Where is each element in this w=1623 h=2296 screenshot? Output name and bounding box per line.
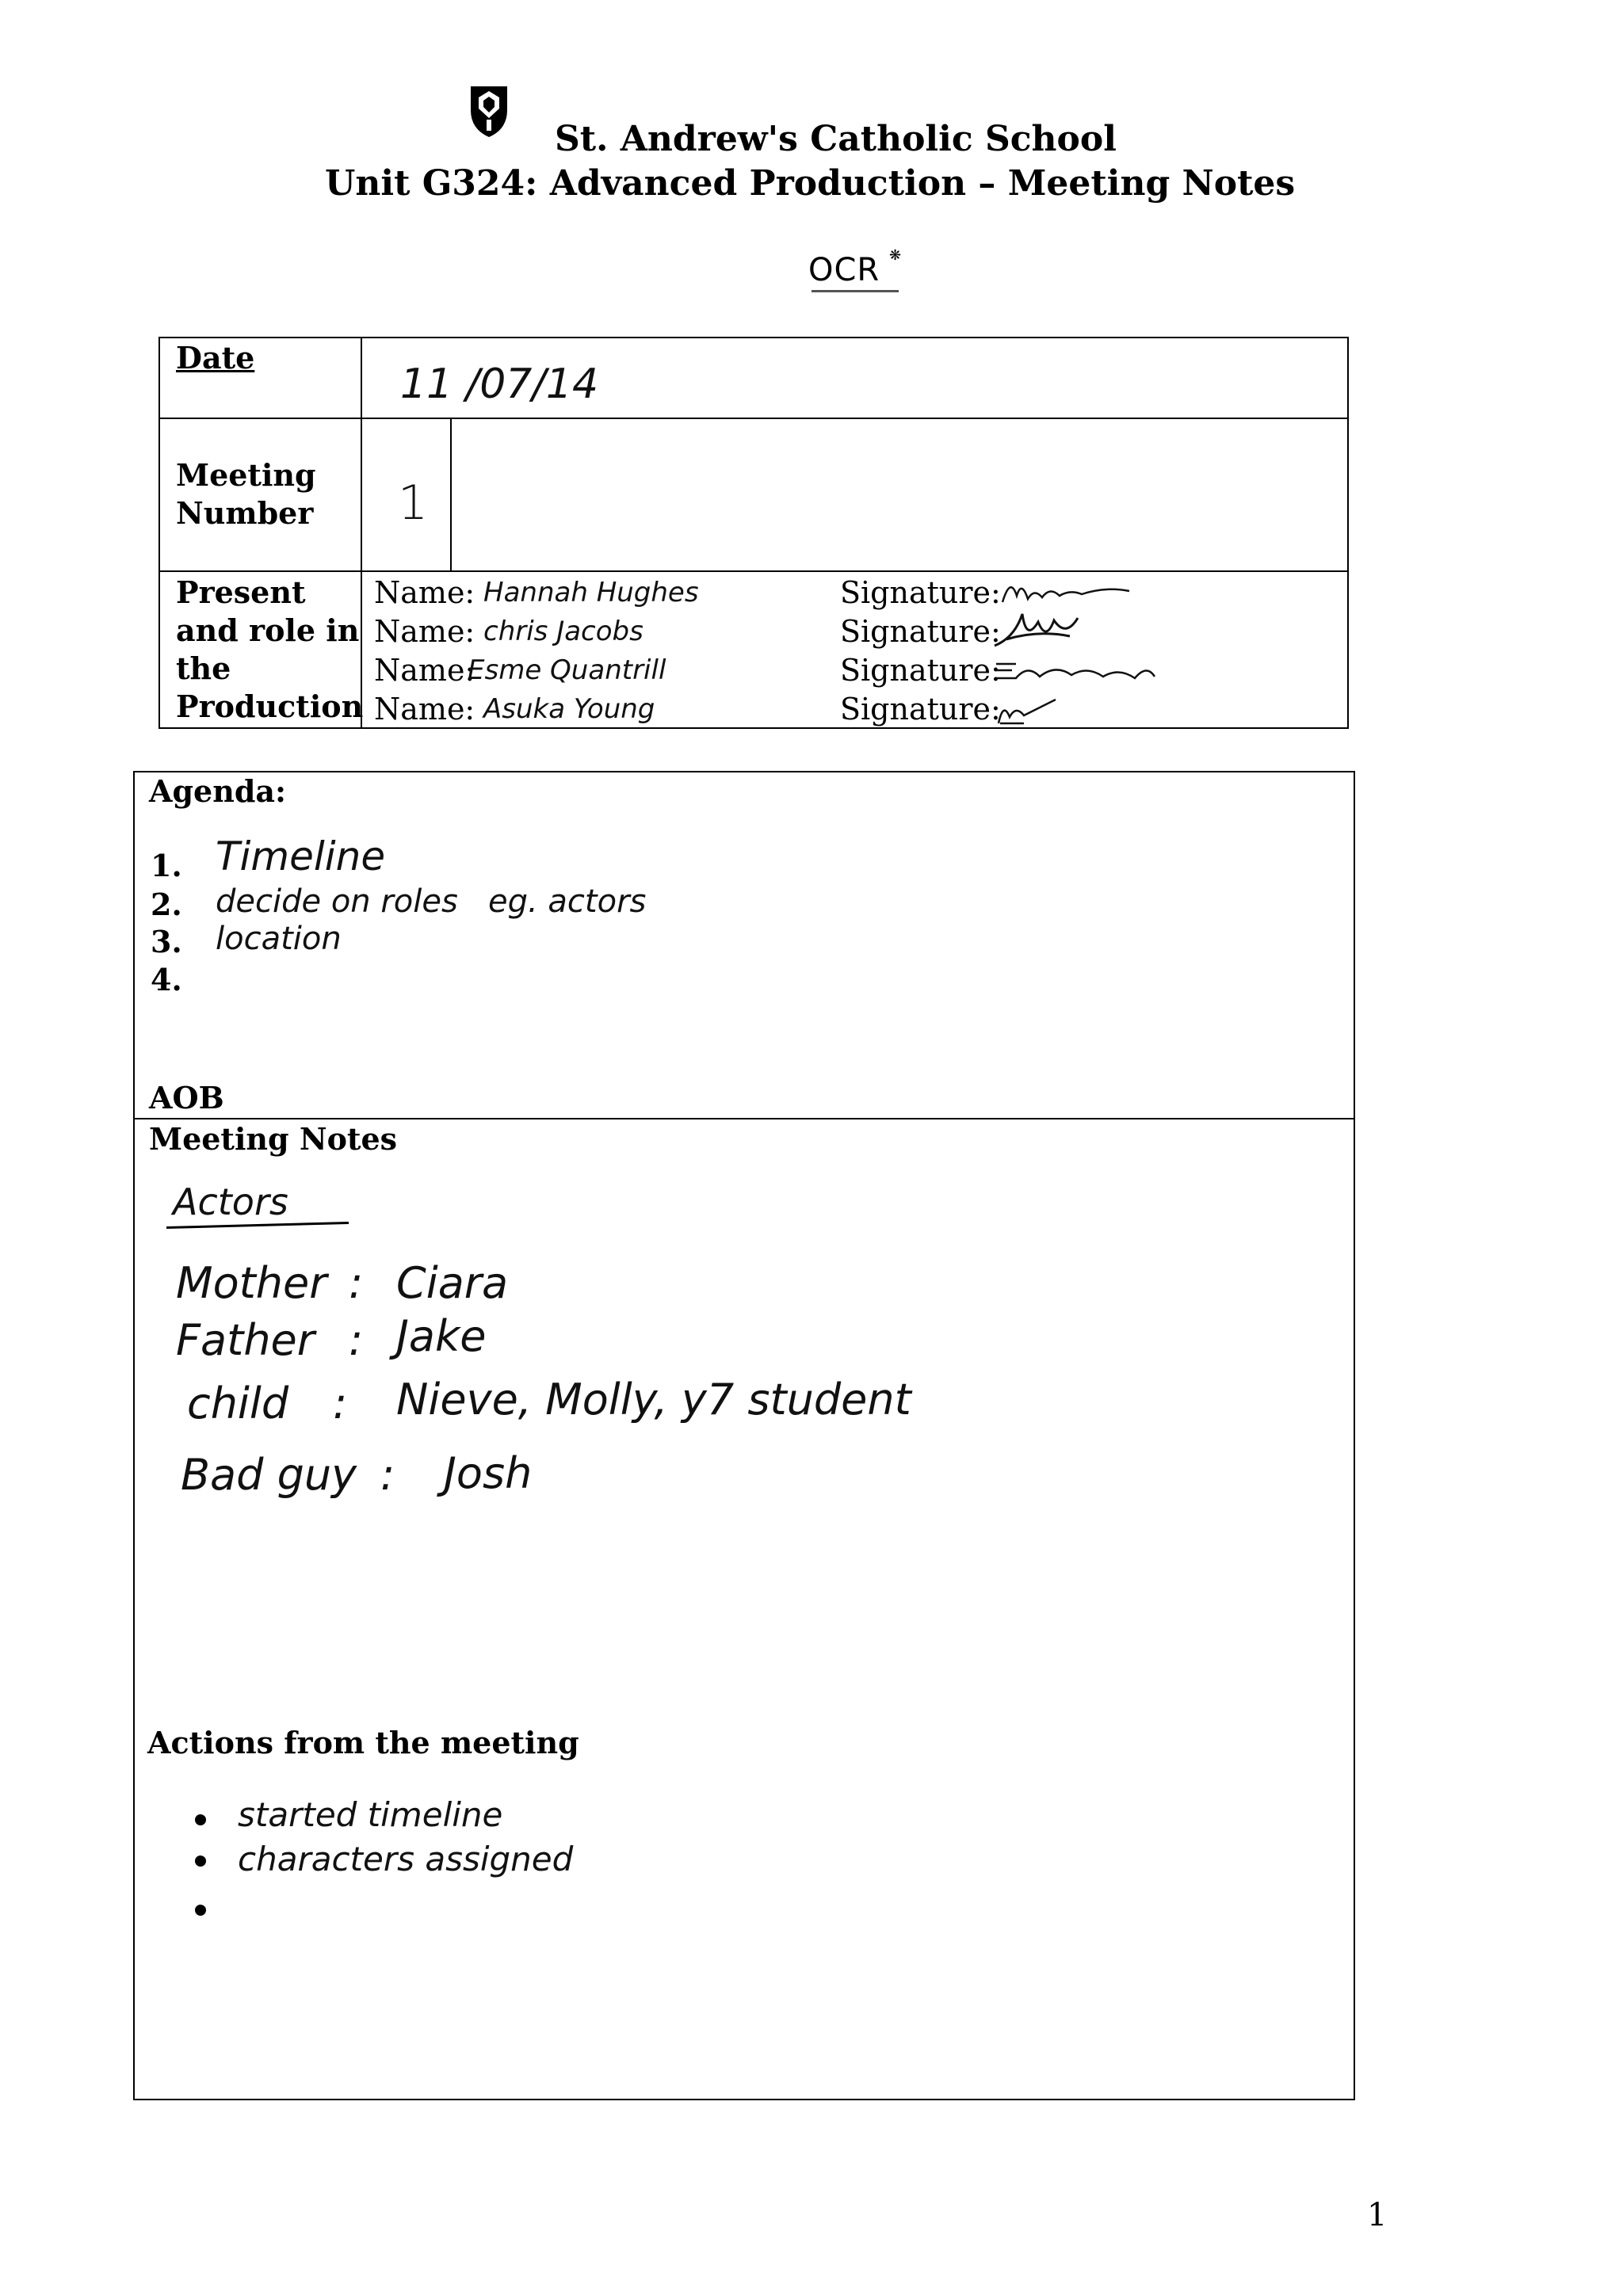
meeting-divider-1 bbox=[361, 418, 362, 572]
action-bullet bbox=[195, 1814, 206, 1825]
action-bullet bbox=[195, 1905, 206, 1916]
agenda-number: 1. bbox=[151, 848, 182, 883]
attendee-name-label: Name: bbox=[374, 575, 475, 610]
role-separator: : bbox=[349, 1315, 364, 1365]
action-item: started timeline bbox=[238, 1795, 503, 1834]
attendee-name: Asuka Young bbox=[483, 693, 655, 725]
role-name: Mother bbox=[176, 1258, 327, 1308]
agenda-number: 3. bbox=[151, 924, 182, 959]
school-name: St. Andrew's Catholic School bbox=[555, 119, 1117, 159]
agenda-heading: Agenda: bbox=[149, 773, 287, 809]
document-title: Unit G324: Advanced Production – Meeting Notes bbox=[325, 163, 1296, 204]
role-separator: : bbox=[333, 1379, 348, 1428]
meeting-number-label: Meeting Number bbox=[176, 457, 316, 531]
attendee-name: Esme Quantrill bbox=[468, 654, 666, 686]
date-row bbox=[158, 337, 1349, 419]
signature-label: Signature: bbox=[840, 614, 1001, 649]
meeting-number-value: 1 bbox=[398, 475, 429, 531]
school-crest-logo bbox=[468, 83, 510, 139]
agenda-item: location bbox=[216, 921, 342, 957]
action-bullet bbox=[195, 1855, 206, 1867]
ocr-star-icon: ❋ bbox=[889, 247, 902, 264]
signature-label: Signature: bbox=[840, 653, 1001, 688]
role-name: child bbox=[187, 1379, 289, 1428]
role-separator: : bbox=[380, 1450, 395, 1500]
role-assignee: Ciara bbox=[396, 1258, 509, 1308]
role-name: Father bbox=[176, 1315, 315, 1365]
agenda-number: 4. bbox=[151, 962, 182, 997]
role-assignee: Nieve, Molly, y7 student bbox=[396, 1375, 911, 1425]
attendee-name: chris Jacobs bbox=[483, 616, 643, 647]
meeting-notes-heading: Meeting Notes bbox=[149, 1121, 398, 1157]
notes-subheading: Actors bbox=[173, 1180, 288, 1223]
attendee-name-label: Name: bbox=[374, 614, 475, 649]
present-label: Present and role in the Production bbox=[176, 574, 364, 724]
date-value: 11 /07/14 bbox=[400, 360, 599, 408]
agenda-number: 2. bbox=[151, 887, 182, 922]
meeting-divider-2 bbox=[450, 418, 452, 572]
attendee-name: Hannah Hughes bbox=[483, 577, 699, 608]
attendee-name-label: Name: bbox=[374, 692, 475, 727]
role-assignee: Jake bbox=[396, 1311, 487, 1361]
aob-label: AOB bbox=[149, 1080, 224, 1116]
signature-label: Signature: bbox=[840, 575, 1001, 610]
page-number: 1 bbox=[1367, 2197, 1388, 2233]
signature-scribble bbox=[991, 606, 1102, 654]
ocr-logo bbox=[808, 247, 911, 299]
signature-label: Signature: bbox=[840, 692, 1001, 727]
signature-scribble bbox=[992, 656, 1167, 688]
role-assignee: Josh bbox=[444, 1448, 533, 1498]
attendee-name-label: Name: bbox=[374, 653, 475, 688]
actions-heading: Actions from the meeting bbox=[147, 1725, 579, 1760]
role-name: Bad guy bbox=[181, 1450, 357, 1500]
action-item: characters assigned bbox=[238, 1840, 574, 1878]
date-label: Date bbox=[176, 340, 255, 376]
ocr-logo-text: OCR bbox=[808, 252, 880, 288]
ocr-tagline-rule bbox=[812, 290, 899, 292]
meeting-number-row bbox=[158, 418, 1349, 572]
signature-scribble bbox=[992, 693, 1064, 729]
date-divider bbox=[361, 337, 362, 419]
agenda-item: decide on roles eg. actors bbox=[216, 883, 647, 920]
agenda-item: Timeline bbox=[216, 833, 386, 879]
role-separator: : bbox=[349, 1258, 364, 1308]
